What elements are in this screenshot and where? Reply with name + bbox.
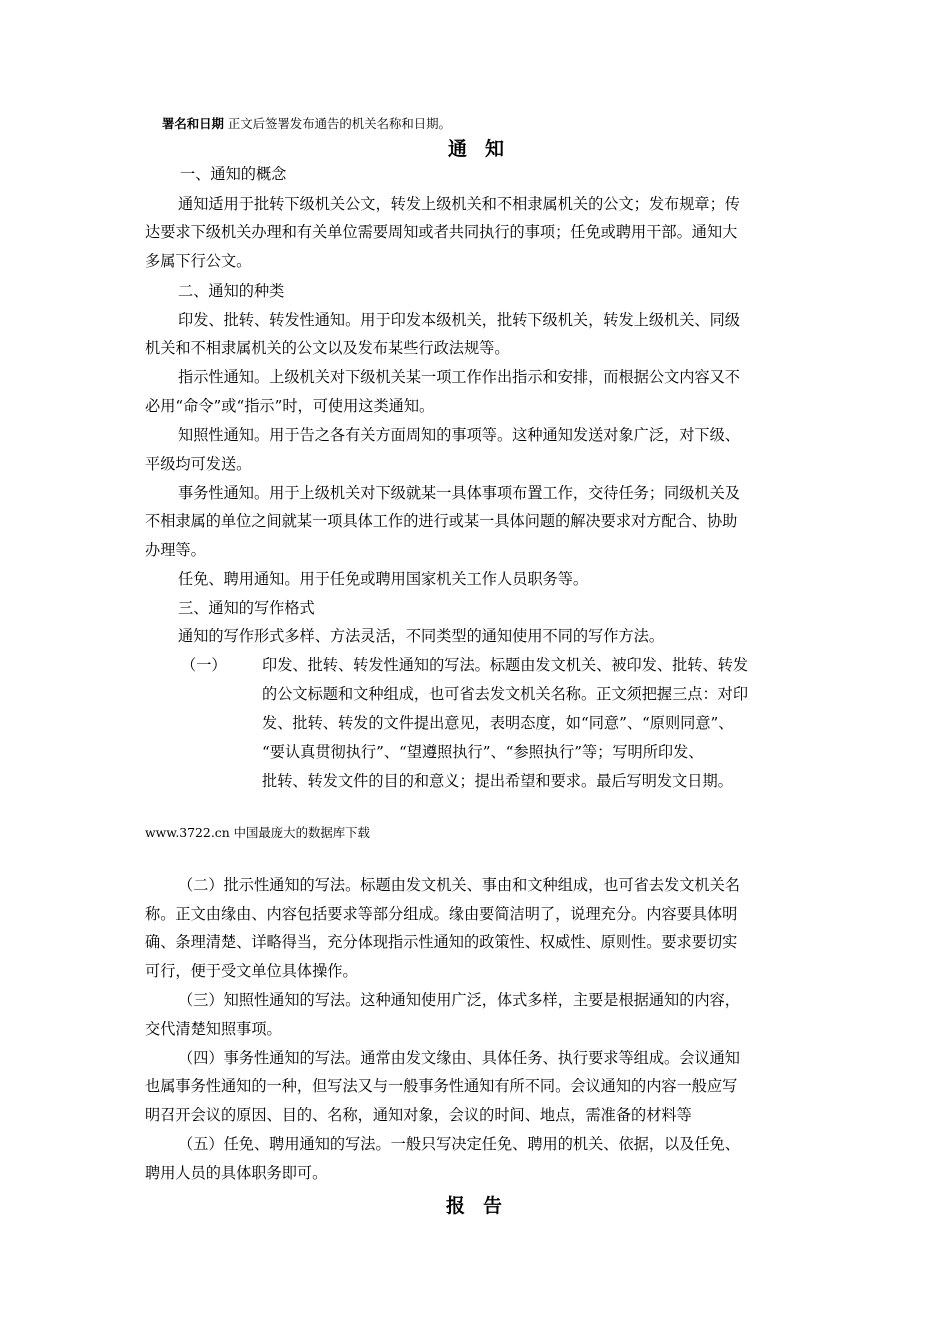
paragraph-line: （五）任免、聘用通知的写法。一般只写决定任免、聘用的机关、依据，以及任免、 (178, 1135, 740, 1153)
paragraph-line: 也属事务性通知的一种，但写法又与一般事务性通知有所不同。会议通知的内容一般应写 (145, 1077, 738, 1095)
paragraph-line: （四）事务性通知的写法。通常由发文缘由、具体任务、执行要求等组成。会议通知 (178, 1049, 740, 1067)
signature-date-text: 正文后签署发布通告的机关名称和日期。 (227, 116, 451, 131)
list-item-marker: （一） (181, 656, 227, 674)
paragraph-line: 聘用人员的具体职务即可。 (145, 1164, 328, 1182)
paragraph-line: 机关和不相隶属机关的公文以及发布某些行政法规等。 (145, 339, 510, 357)
paragraph-line: 事务性通知。用于上级机关对下级就某一具体事项布置工作，交待任务；同级机关及 (178, 484, 740, 502)
paragraph-line: 必用“命令”或“指示”时，可使用这类通知。 (145, 397, 435, 415)
paragraph-line: 通知适用于批转下级机关公文，转发上级机关和不相隶属机关的公文；发布规章；传 (178, 195, 740, 213)
list-item-line: “要认真贯彻执行”、“望遵照执行”、“参照执行”等；写明所印发、 (262, 743, 704, 761)
section-heading: 一、通知的概念 (180, 165, 287, 183)
paragraph-line: 印发、批转、转发性通知。用于印发本级机关，批转下级机关，转发上级机关、同级 (178, 311, 740, 329)
paragraph-line: （二）批示性通知的写法。标题由发文机关、事由和文种组成，也可省去发文机关名 (178, 876, 740, 894)
section-heading: 三、通知的写作格式 (178, 599, 315, 617)
paragraph-line: 可行，便于受文单位具体操作。 (145, 962, 358, 980)
notice-section-title: 通知 (448, 138, 523, 160)
paragraph-line: 指示性通知。上级机关对下级机关某一项工作作出指示和安排，而根据公文内容又不 (178, 368, 740, 386)
list-item-line: 批转、转发文件的目的和意义；提出希望和要求。最后写明发文日期。 (262, 772, 733, 790)
paragraph-line: 交代清楚知照事项。 (145, 1020, 282, 1038)
paragraph-line: 任免、聘用通知。用于任免或聘用国家机关工作人员职务等。 (178, 570, 589, 588)
paragraph-line: 办理等。 (145, 541, 206, 559)
signature-date-label: 署名和日期 (162, 116, 224, 131)
page-footer: www.3722.cn 中国最庞大的数据库下载 (145, 825, 370, 840)
paragraph-line: 通知的写作形式多样、方法灵活，不同类型的通知使用不同的写作方法。 (178, 627, 664, 645)
paragraph-line: 明召开会议的原因、目的、名称，通知对象，会议的时间、地点，需准备的材料等 (145, 1106, 692, 1124)
list-item-line: 发、批转、转发的文件提出意见，表明态度，如“同意”、“原则同意”、 (262, 714, 734, 732)
section-heading: 二、通知的种类 (178, 282, 285, 300)
list-item-line: 印发、批转、转发性通知的写法。标题由发文机关、被印发、批转、转发 (262, 656, 748, 674)
paragraph-line: 确、条理清楚、详略得当，充分体现指示性通知的政策性、权威性、原则性。要求要切实 (145, 933, 738, 951)
list-item-line: 的公文标题和文种组成，也可省去发文机关名称。正文须把握三点：对印 (262, 685, 748, 703)
paragraph-line: 称。正文由缘由、内容包括要求等部分组成。缘由要简洁明了，说理充分。内容要具体明 (145, 905, 738, 923)
report-section-title: 报告 (446, 1195, 521, 1217)
paragraph-line: 不相隶属的单位之间就某一项具体工作的进行或某一具体问题的解决要求对方配合、协助 (145, 512, 738, 530)
paragraph-line: 多属下行公文。 (145, 252, 252, 270)
paragraph-line: 知照性通知。用于告之各有关方面周知的事项等。这种通知发送对象广泛，对下级、 (178, 426, 740, 444)
paragraph-line: 达要求下级机关办理和有关单位需要周知或者共同执行的事项；任免或聘用干部。通知大 (145, 223, 738, 241)
signature-date-note (162, 114, 451, 134)
paragraph-line: （三）知照性通知的写法。这种通知使用广泛，体式多样，主要是根据通知的内容， (178, 991, 740, 1009)
paragraph-line: 平级均可发送。 (145, 455, 252, 473)
